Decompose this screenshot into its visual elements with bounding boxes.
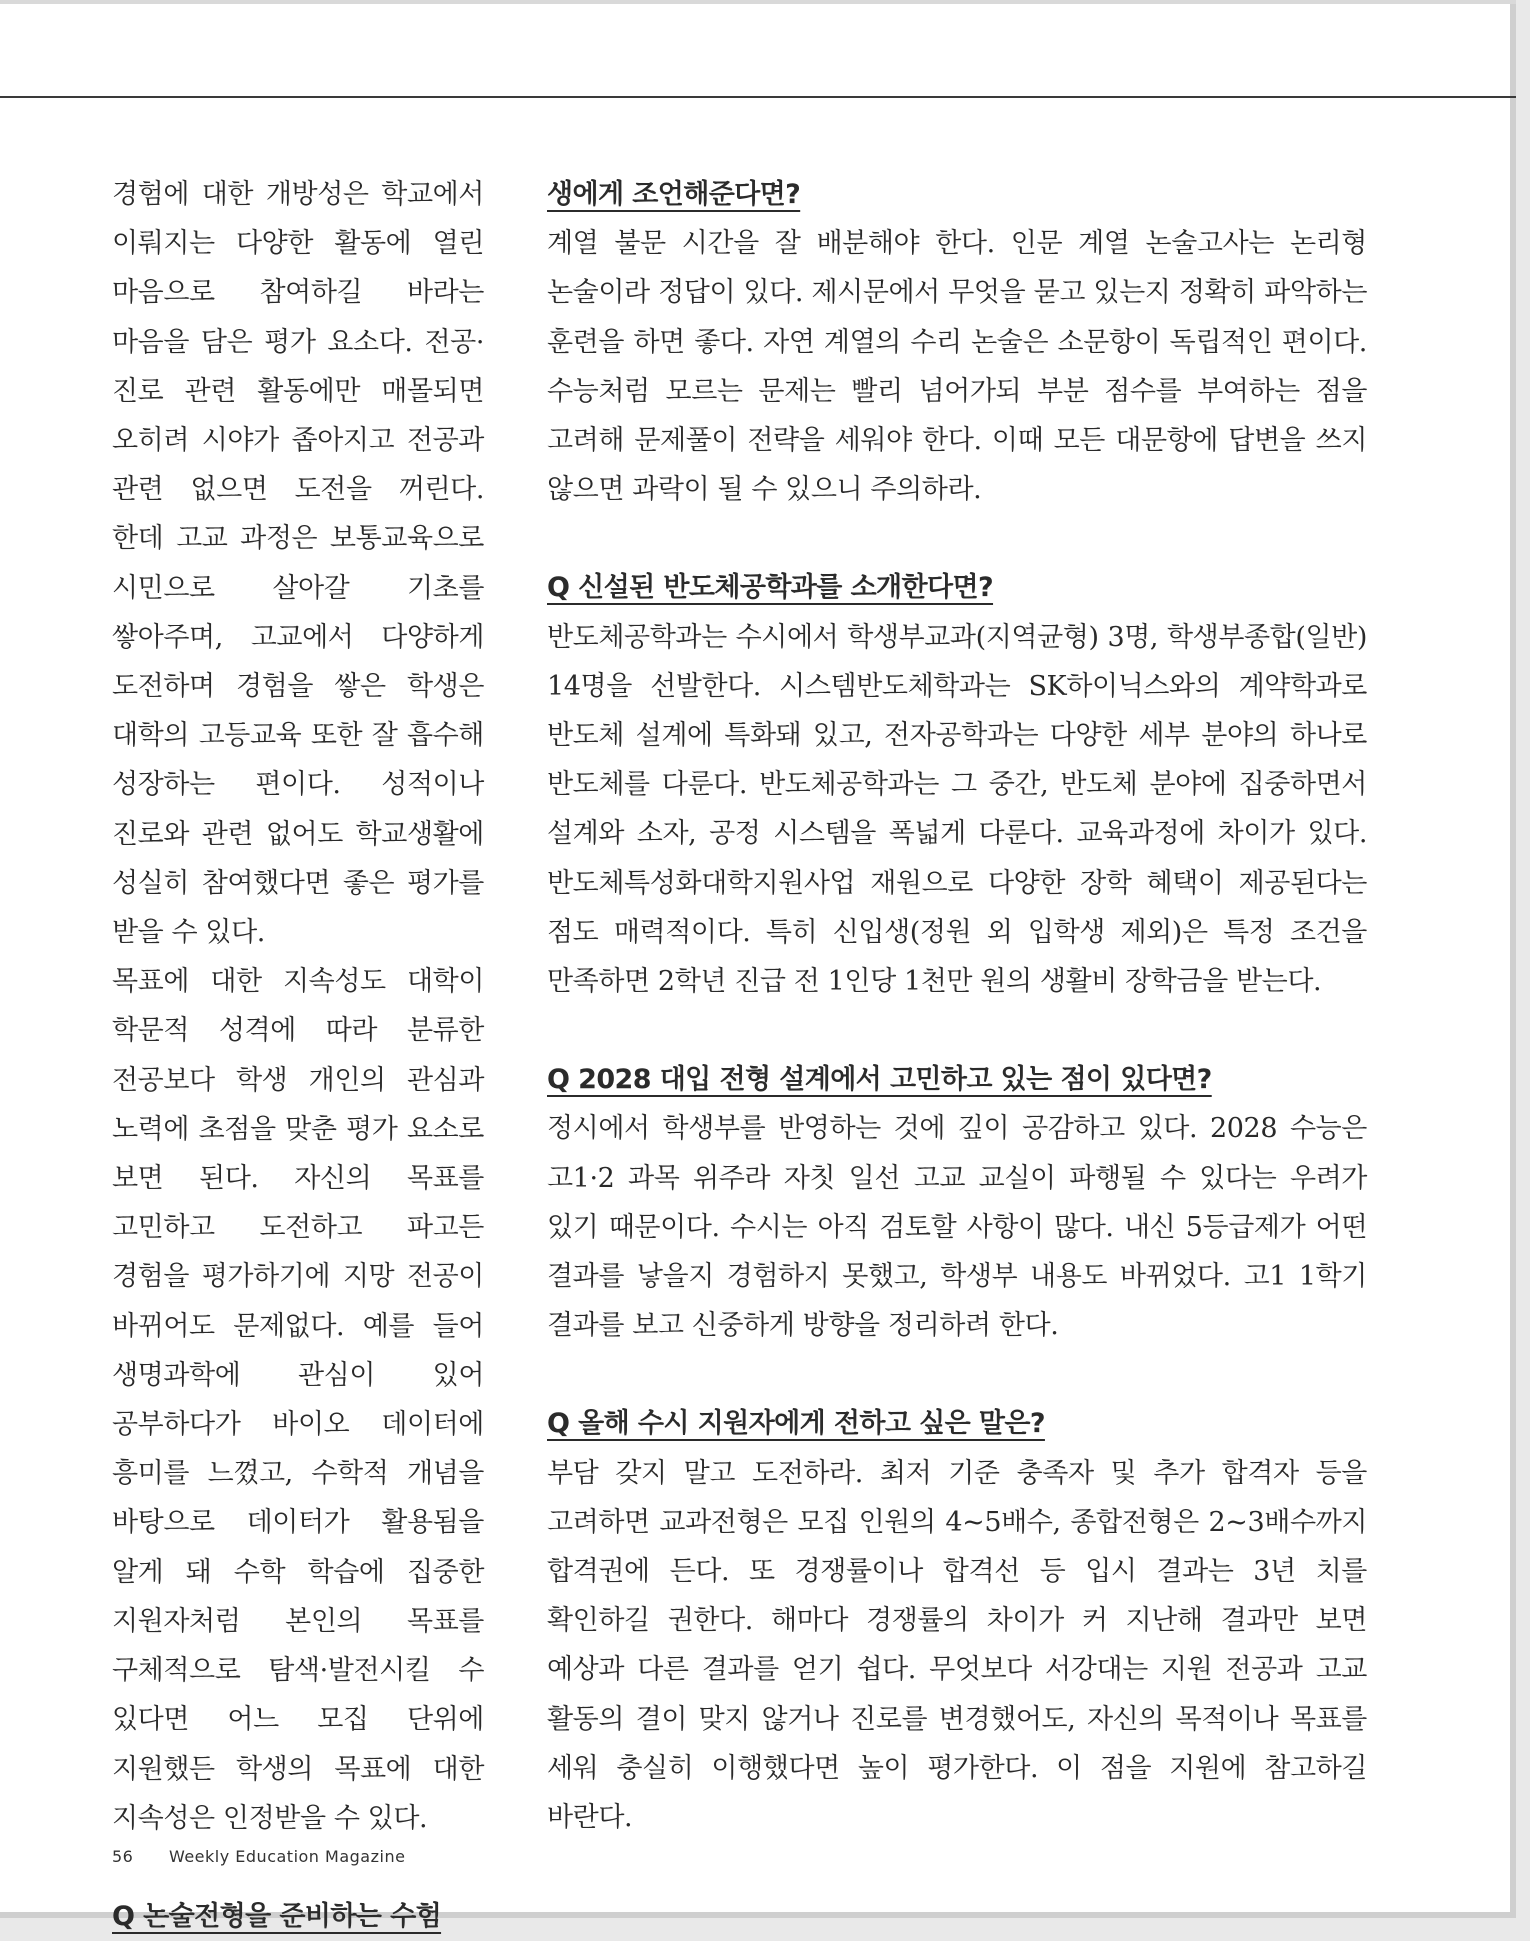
right-column bbox=[547, 170, 1367, 1842]
magazine-name: Weekly Education Magazine bbox=[168, 1847, 406, 1866]
question-essay-continue: 생에게 조언해준다면? bbox=[547, 179, 801, 210]
page-footer bbox=[112, 1847, 405, 1866]
page-number: 56 bbox=[112, 1847, 134, 1866]
answer-advice-applicants: 부담 갖지 말고 도전하라. 최저 기준 충족자 및 추가 합격자 등을 고려하면 교과전형은 모집 인원의 4~5배수, 종합전형은 2~3배수까지 합격권에 든다. 또 경쟁률이나 합격선 등 입시 결과는 3년 치를 확인하길 권한다. 해마다 경쟁률의 차이가 커 지난해 결과만 보면 예상과 다른 결과를 얻기 쉽다. 무엇보다 서강대는 지원 전공과 고교 활동의 결이 맞지 않거나 진로를 변경했어도, 자신의 목적이나 목표를 세워 충실히 이행했다면 높이 평가한다. 이 점을 지원에 참고하길 바란다. bbox=[547, 1457, 1367, 1834]
question-semiconductor: Q 신설된 반도체공학과를 소개한다면? bbox=[547, 572, 994, 604]
left-column bbox=[112, 170, 484, 1941]
answer-essay: 계열 불문 시간을 잘 배분해야 한다. 인문 계열 논술고사는 논리형 논술이라 정답이 있다. 제시문에서 무엇을 묻고 있는지 정확히 파악하는 훈련을 하면 좋다. 자연 계열의 수리 논술은 소문항이 독립적인 편이다. 수능처럼 모르는 문제는 빨리 넘어가되 부분 점수를 부여하는 점을 고려해 문제풀이 전략을 세워야 한다. 이때 모든 대문항에 답변을 쓰지 않으면 과락이 될 수 있으니 주의하라. bbox=[547, 228, 1367, 506]
question-advice-applicants: Q 올해 수시 지원자에게 전하고 싶은 말은? bbox=[547, 1408, 1045, 1440]
answer-semiconductor: 반도체공학과는 수시에서 학생부교과(지역균형) 3명, 학생부종합(일반) 14명을 선발한다. 시스템반도체학과는 SK하이닉스와의 계약학과로 반도체 설계에 특화돼 있고, 전자공학과는 다양한 세부 분야의 하나로 반도체를 다룬다. 반도체공학과는 그 중간, 반도체 분야에 집중하면서 설계와 소자, 공정 시스템을 폭넓게 다룬다. 교육과정에 차이가 있다. 반도체특성화대학지원사업 재원으로 다양한 장학 혜택이 제공된다는 점도 매력적이다. 특히 신입생(정원 외 입학생 제외)은 특정 조건을 만족하면 2학년 진급 전 1인당 1천만 원의 생활비 장학금을 받는다. bbox=[547, 621, 1367, 998]
paragraph-openness: 경험에 대한 개방성은 학교에서 이뤄지는 다양한 활동에 열린 마음으로 참여하길 바라는 마음을 담은 평가 요소다. 전공·진로 관련 활동에만 매몰되면 오히려 시야가 좁아지고 전공과 관련 없으면 도전을 꺼린다. 한데 고교 과정은 보통교육으로 시민으로 살아갈 기초를 쌓아주며, 고교에서 다양하게 도전하며 경험을 쌓은 학생은 대학의 고등교육 또한 잘 흡수해 성장하는 편이다. 성적이나 진로와 관련 없어도 학교생활에 성실히 참여했다면 좋은 평가를 받을 수 있다. bbox=[112, 179, 484, 949]
question-2028-admission: Q 2028 대입 전형 설계에서 고민하고 있는 점이 있다면? bbox=[547, 1064, 1212, 1096]
answer-2028-admission: 정시에서 학생부를 반영하는 것에 깊이 공감하고 있다. 2028 수능은 고1·2 과목 위주라 자칫 일선 고교 교실이 파행될 수 있다는 우려가 있기 때문이다. 수시는 아직 검토할 사항이 많다. 내신 5등급제가 어떤 결과를 낳을지 경험하지 못했고, 학생부 내용도 바뀌었다. 고1 1학기 결과를 보고 신중하게 방향을 정리하려 한다. bbox=[547, 1113, 1367, 1342]
question-essay-start: Q 논술전형을 준비하는 수험 bbox=[112, 1900, 442, 1932]
paragraph-persistence: 목표에 대한 지속성도 대학이 학문적 성격에 따라 분류한 전공보다 학생 개인의 관심과 노력에 초점을 맞춘 평가 요소로 보면 된다. 자신의 목표를 고민하고 도전하고 파고든 경험을 평가하기에 지망 전공이 바뀌어도 문제없다. 예를 들어 생명과학에 관심이 있어 공부하다가 바이오 데이터에 흥미를 느꼈고, 수학적 개념을 바탕으로 데이터가 활용됨을 알게 돼 수학 학습에 집중한 지원자처럼 본인의 목표를 구체적으로 탐색·발전시킬 수 있다면 어느 모집 단위에 지원했든 학생의 목표에 대한 지속성은 인정받을 수 있다. bbox=[112, 966, 484, 1834]
page-top-edge bbox=[0, 0, 1516, 4]
header-rule bbox=[0, 96, 1516, 98]
